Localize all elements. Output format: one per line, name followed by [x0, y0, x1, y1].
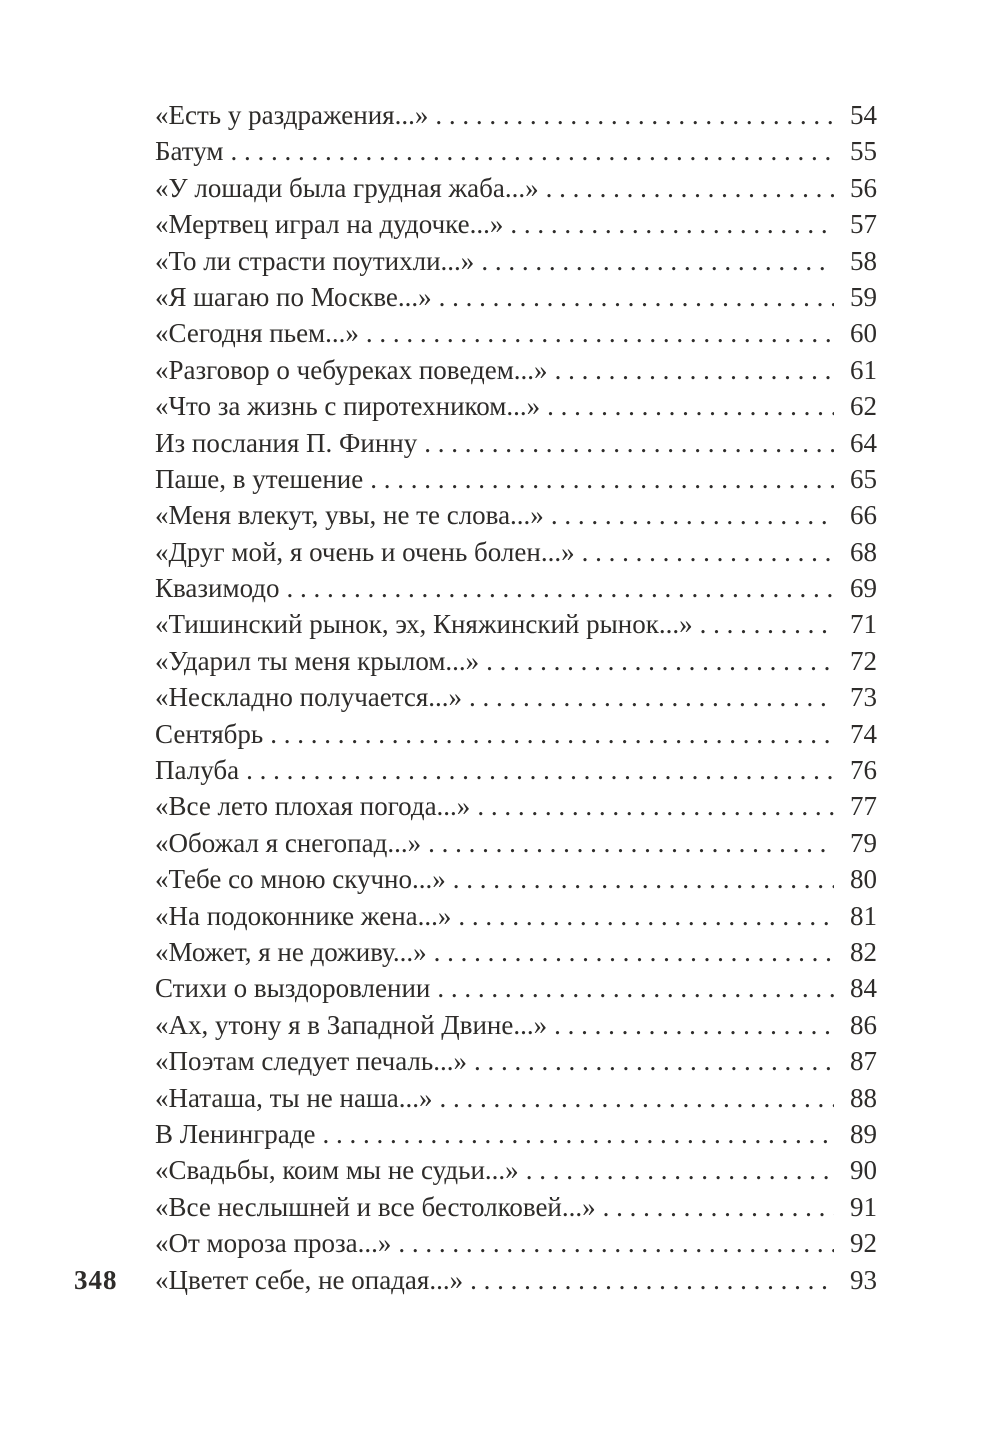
toc-entry-page: 82 — [850, 936, 877, 967]
toc-entry-page: 54 — [850, 100, 877, 130]
toc-entry — [155, 716, 877, 752]
toc-entry-page: 56 — [850, 172, 877, 203]
dot-leader — [437, 970, 834, 1006]
dot-leader — [477, 788, 834, 824]
toc-entry — [155, 1262, 877, 1298]
dot-leader — [439, 279, 834, 315]
dot-leader — [287, 570, 834, 606]
dot-leader — [440, 1080, 834, 1116]
toc-entry-title: «Я шагаю по Москве...» — [155, 281, 432, 312]
toc-entry-title: «Обожал я снегопад...» — [155, 827, 422, 858]
toc-entry-page: 58 — [850, 245, 877, 276]
toc-entry-title: «Сегодня пьем...» — [155, 318, 359, 349]
dot-leader — [603, 1189, 834, 1225]
toc-entry-page: 92 — [850, 1228, 877, 1259]
toc-entry-title: «У лошади была грудная жаба...» — [155, 172, 539, 203]
dot-leader — [323, 1116, 835, 1152]
toc-entry-page: 91 — [850, 1191, 877, 1222]
toc-entry-title: «Тебе со мною скучно...» — [155, 864, 446, 895]
toc-entry-title: «Нескладно получается...» — [155, 682, 463, 713]
toc-entry-title: «Ах, утону я в Западной Двине...» — [155, 1009, 548, 1040]
dot-leader — [486, 643, 834, 679]
toc-entry — [155, 934, 877, 970]
dot-leader — [582, 534, 834, 570]
dot-leader — [246, 752, 834, 788]
dot-leader — [547, 388, 834, 424]
toc-entry-title: «Наташа, ты не наша...» — [155, 1082, 433, 1113]
toc-entry-page: 88 — [850, 1082, 877, 1113]
toc-entry — [155, 1152, 877, 1188]
toc-entry-title: «Ударил ты меня крылом...» — [155, 645, 480, 676]
toc-entry-title: Квазимодо — [155, 573, 280, 604]
folio-page-number: 348 — [74, 1265, 118, 1295]
toc-entry — [155, 679, 877, 715]
toc-entry-page: 81 — [850, 900, 877, 931]
toc-entry-page: 90 — [850, 1155, 877, 1186]
toc-entry-page: 79 — [850, 827, 877, 858]
dot-leader — [230, 133, 834, 169]
toc-entry-title: «Есть у раздражения...» — [155, 100, 429, 130]
dot-leader — [546, 170, 834, 206]
toc-entry-page: 64 — [850, 427, 877, 458]
toc-entry — [155, 825, 877, 861]
toc-entry — [155, 279, 877, 315]
toc-entry-page: 72 — [850, 645, 877, 676]
toc-entry-page: 62 — [850, 391, 877, 422]
toc-entry-title: «Свадьбы, коим мы не судьи...» — [155, 1155, 519, 1186]
toc-entry-title: Палуба — [155, 755, 240, 786]
toc-entry — [155, 534, 877, 570]
toc-entry — [155, 425, 877, 461]
toc-entry — [155, 388, 877, 424]
toc-entry-title: Паше, в утешение — [155, 463, 364, 494]
toc-entry-title: «Цветет себе, не опадая...» — [155, 1264, 464, 1295]
dot-leader — [474, 1043, 834, 1079]
dot-leader — [469, 679, 834, 715]
toc-entry — [155, 606, 877, 642]
toc-entry-page: 68 — [850, 536, 877, 567]
dot-leader — [398, 1225, 834, 1261]
dot-leader — [481, 243, 834, 279]
toc-entry-page: 84 — [850, 973, 877, 1004]
toc-entry — [155, 643, 877, 679]
toc-entry-page: 89 — [850, 1118, 877, 1149]
toc-entry-page: 73 — [850, 682, 877, 713]
toc-entry — [155, 461, 877, 497]
toc-entry — [155, 133, 877, 169]
toc-entry-page: 60 — [850, 318, 877, 349]
toc-entry-page: 57 — [850, 209, 877, 240]
toc-entry-title: «Разговор о чебуреках поведем...» — [155, 354, 548, 385]
toc-entry-title: В Ленинграде — [155, 1118, 316, 1149]
toc-entry — [155, 1116, 877, 1152]
dot-leader — [435, 97, 834, 133]
toc-entry-page: 77 — [850, 791, 877, 822]
toc-entry-title: «Поэтам следует печаль...» — [155, 1046, 467, 1077]
dot-leader — [270, 716, 834, 752]
toc-entry-title: Из послания П. Финну — [155, 427, 418, 458]
dot-leader — [555, 352, 834, 388]
dot-leader — [453, 861, 834, 897]
toc-entry — [155, 1225, 877, 1261]
toc-entry — [155, 970, 877, 1006]
dot-leader — [700, 606, 834, 642]
toc-entry — [155, 170, 877, 206]
dot-leader — [551, 497, 834, 533]
toc-entry-page: 61 — [850, 354, 877, 385]
toc-entry — [155, 898, 877, 934]
toc-entry — [155, 788, 877, 824]
toc-entry-title: «Меня влекут, увы, не те слова...» — [155, 500, 544, 531]
toc-entry-title: «Друг мой, я очень и очень болен...» — [155, 536, 575, 567]
toc-entry-page: 93 — [850, 1264, 877, 1295]
toc-entry — [155, 1043, 877, 1079]
toc-entry — [155, 315, 877, 351]
dot-leader — [470, 1262, 834, 1298]
dot-leader — [366, 315, 834, 351]
toc-entry — [155, 243, 877, 279]
toc-entry-title: «То ли страсти поутихли...» — [155, 245, 475, 276]
toc-entry-page: 87 — [850, 1046, 877, 1077]
toc-entry — [155, 206, 877, 242]
toc-entry-page: 86 — [850, 1009, 877, 1040]
toc-entry-page: 59 — [850, 281, 877, 312]
toc-entry — [155, 1080, 877, 1116]
toc-entry-title: «На подоконнике жена...» — [155, 900, 452, 931]
toc-entry — [155, 861, 877, 897]
toc-entry-title: «Все неслышней и все бестолковей...» — [155, 1191, 596, 1222]
dot-leader — [554, 1007, 834, 1043]
toc-entry-title: Стихи о выздоровлении — [155, 973, 431, 1004]
dot-leader — [526, 1152, 834, 1188]
toc-entry — [155, 497, 877, 533]
toc-entry-page: 76 — [850, 755, 877, 786]
dot-leader — [434, 934, 834, 970]
dot-leader — [428, 825, 834, 861]
toc-entry-title: «Мертвец играл на дудочке...» — [155, 209, 504, 240]
dot-leader — [370, 461, 834, 497]
toc-entry-title: Батум — [155, 136, 224, 167]
toc-entry — [155, 570, 877, 606]
toc-list — [155, 97, 877, 1298]
toc-entry-title: «Может, я не доживу...» — [155, 936, 427, 967]
toc-entry-page: 55 — [850, 136, 877, 167]
toc-entry — [155, 352, 877, 388]
dot-leader — [458, 898, 834, 934]
toc-entry-page: 80 — [850, 864, 877, 895]
toc-entry-title: «Что за жизнь с пиротехником...» — [155, 391, 541, 422]
toc-entry — [155, 752, 877, 788]
dot-leader — [510, 206, 834, 242]
toc-entry-title: «Все лето плохая погода...» — [155, 791, 471, 822]
dot-leader — [424, 425, 834, 461]
toc-entry-title: «Тишинский рынок, эх, Княжинский рынок...» — [155, 609, 693, 640]
toc-entry-page: 66 — [850, 500, 877, 531]
toc-entry-title: Сентябрь — [155, 718, 264, 749]
toc-entry — [155, 1189, 877, 1225]
toc-entry-page: 69 — [850, 573, 877, 604]
toc-entry-page: 65 — [850, 463, 877, 494]
toc-entry-title: «От мороза проза...» — [155, 1228, 392, 1259]
toc-entry-page: 74 — [850, 718, 877, 749]
toc-entry — [155, 97, 877, 133]
toc-entry-page: 71 — [850, 609, 877, 640]
toc-entry — [155, 1007, 877, 1043]
